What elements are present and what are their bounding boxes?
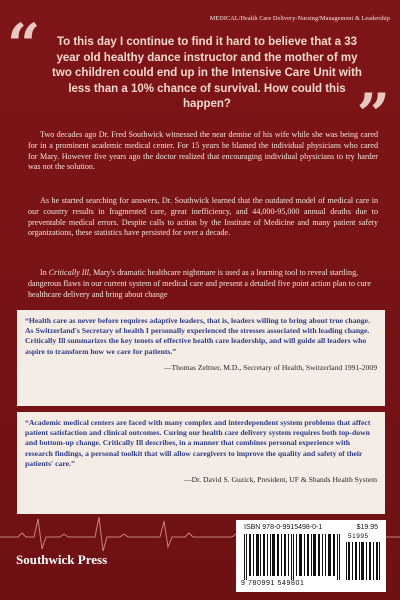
addon-barcode-icon (346, 542, 380, 580)
barcode-box (236, 520, 386, 592)
p3-prefix: In (40, 268, 49, 277)
endorsement-text-1: “Health care as never before requires adaptive leaders, that is, leaders willing to bring about true change. As Switzerland's Secretary of health I personally experienced the stresses associated with leading change. Critically Ill summarizes the key tenets of effective health care leadership, and will guide all leaders who aspire to transform how we care for patients.” (25, 316, 370, 356)
category-label: MEDICAL/Health Care Delivery-Nursing/Management & Leadership (209, 15, 390, 22)
book-title-italic: Critically Ill (48, 268, 90, 277)
isbn-label: ISBN 978-0-9915498-0-1 (244, 524, 323, 531)
body-paragraph-2: As he started searching for answers, Dr. Southwick learned that the outdated model of medical care in our country results in fragmented care, great inefficiency, and 44,000-95,000 annual deaths due to preventable medical errors. Despite calls to action by the Institute of Medicine and many patient safety organizations, these statistics have persisted for over a decade. (28, 196, 378, 238)
body-paragraph-1: Two decades ago Dr. Fred Southwick witnessed the near demise of his wife while she was being cared for in a prominent academic medical center. For 15 years he blamed the individual physicians who cared for Mary. However five years ago the doctor realized that encouraging individual physicians to try harder was not the solution. (28, 130, 378, 172)
pull-quote: To this day I continue to find it hard to believe that a 33 year old healthy dance instructor and the mother of my two children could end up in the Intensive Care Unit with less than a 10% chance of survival. How could this happen? (52, 36, 362, 111)
open-quote-icon: “ (7, 11, 41, 79)
p3-rest: , Mary's dramatic healthcare nightmare is used as a learning tool to reveal startling, dangerous flaws in our current system of medical care and present a detailed five point action plan to cure healthcare delivery and bring about change (28, 268, 371, 299)
endorsement-attribution-1: —Thomas Zeltner, M.D., Secretary of Health, Switzerland 1991-2009 (163, 362, 377, 372)
body-paragraph-3 (28, 268, 378, 300)
endorsement-text-2: “Academic medical centers are faced with many complex and interdependent system problems that affect patient satisfaction and clinical outcomes. Curing our health care delivery system requires both top-down and bottom-up change. Critically Ill describes, in a manner that combines personal experience with research findings, a personal toolkit that will allow caregivers to improve the quality and safety of their patients' care.” (25, 418, 371, 468)
barcode-number: 9 780991 549801 (241, 580, 305, 587)
addon-code: 51995 (348, 533, 369, 540)
close-quote-icon: ” (356, 81, 390, 149)
endorsement-attribution-2: —Dr. David S. Guzick, President, UF & Shands Health System (184, 475, 377, 485)
publisher-name: Southwick Press (16, 552, 108, 567)
price-label: $19.95 (356, 524, 378, 531)
ean-barcode-icon (244, 534, 342, 580)
endorsement-box-2 (17, 412, 385, 514)
endorsement-box-1 (17, 310, 385, 406)
